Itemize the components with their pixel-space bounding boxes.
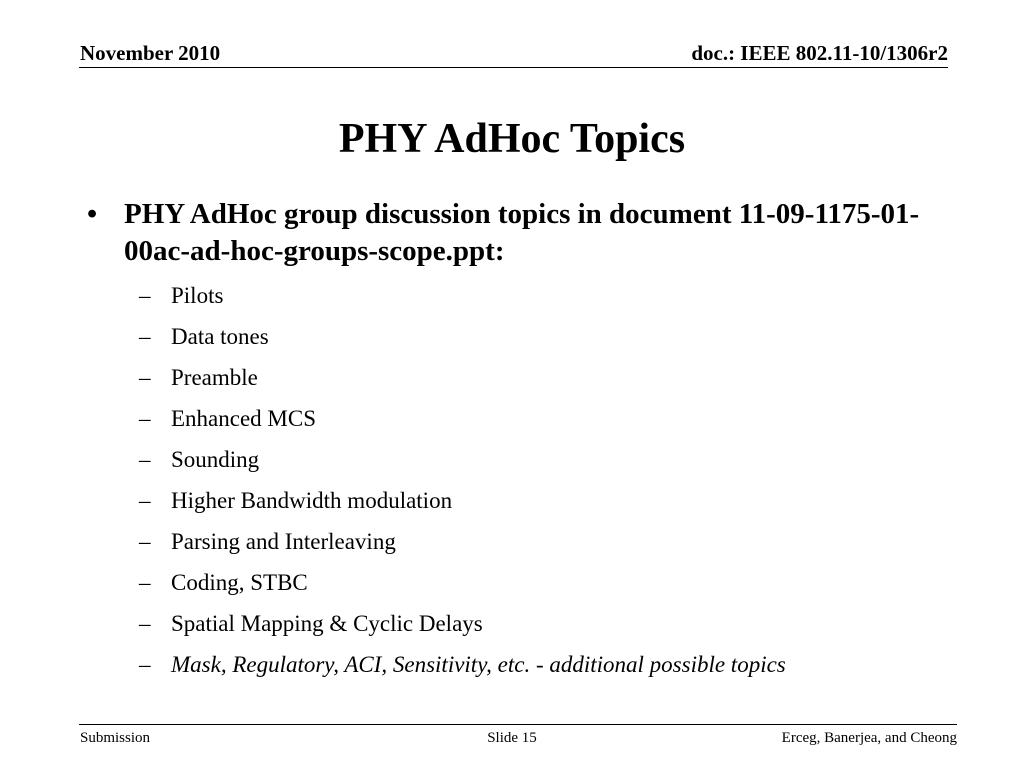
dash-marker: – xyxy=(139,570,151,595)
dash-marker: – xyxy=(139,365,151,390)
header-doc-id: doc.: IEEE 802.11-10/1306r2 xyxy=(691,41,948,65)
sub-bullet-data-tones xyxy=(87,323,967,351)
dash-marker: – xyxy=(139,406,151,431)
main-bullet xyxy=(87,196,967,270)
main-bullet-text: PHY AdHoc group discussion topics in document 11-09-1175-01-00ac-ad-hoc-groups-scope.ppt: xyxy=(124,198,920,267)
sub-bullet-text: Enhanced MCS xyxy=(171,406,317,431)
dash-marker: – xyxy=(139,283,151,308)
sub-bullet-list xyxy=(87,282,967,679)
dash-marker: – xyxy=(139,652,151,677)
sub-bullet-pilots xyxy=(87,282,967,310)
dash-marker: – xyxy=(139,611,151,636)
sub-bullet-text: Pilots xyxy=(171,283,224,308)
footer-slide-number: Slide 15 xyxy=(487,730,537,746)
sub-bullet-text: Parsing and Interleaving xyxy=(171,529,396,554)
sub-bullet-text: Preamble xyxy=(171,365,258,390)
sub-bullet-higher-bandwidth xyxy=(87,487,967,515)
sub-bullet-text: Mask, Regulatory, ACI, Sensitivity, etc. - additional possible topics xyxy=(171,652,786,677)
slide-title: PHY AdHoc Topics xyxy=(338,116,686,162)
footer-divider xyxy=(79,724,957,725)
sub-bullet-text: Data tones xyxy=(171,324,269,349)
sub-bullet-spatial-mapping xyxy=(87,610,967,638)
bullet-marker: • xyxy=(87,198,98,230)
sub-bullet-additional-topics xyxy=(87,651,967,679)
header-divider xyxy=(79,67,948,68)
sub-bullet-parsing-interleaving xyxy=(87,528,967,556)
dash-marker: – xyxy=(139,529,151,554)
header-date: November 2010 xyxy=(80,41,221,65)
sub-bullet-text: Coding, STBC xyxy=(171,570,308,595)
footer-submission: Submission xyxy=(80,730,151,746)
slide-body xyxy=(87,196,967,692)
sub-bullet-text: Sounding xyxy=(171,447,260,472)
footer-authors: Erceg, Banerjea, and Cheong xyxy=(781,730,957,746)
sub-bullet-coding-stbc xyxy=(87,569,967,597)
dash-marker: – xyxy=(139,447,151,472)
sub-bullet-preamble xyxy=(87,364,967,392)
sub-bullet-text: Spatial Mapping & Cyclic Delays xyxy=(171,611,483,636)
dash-marker: – xyxy=(139,324,151,349)
sub-bullet-text: Higher Bandwidth modulation xyxy=(171,488,453,513)
sub-bullet-sounding xyxy=(87,446,967,474)
dash-marker: – xyxy=(139,488,151,513)
sub-bullet-enhanced-mcs xyxy=(87,405,967,433)
